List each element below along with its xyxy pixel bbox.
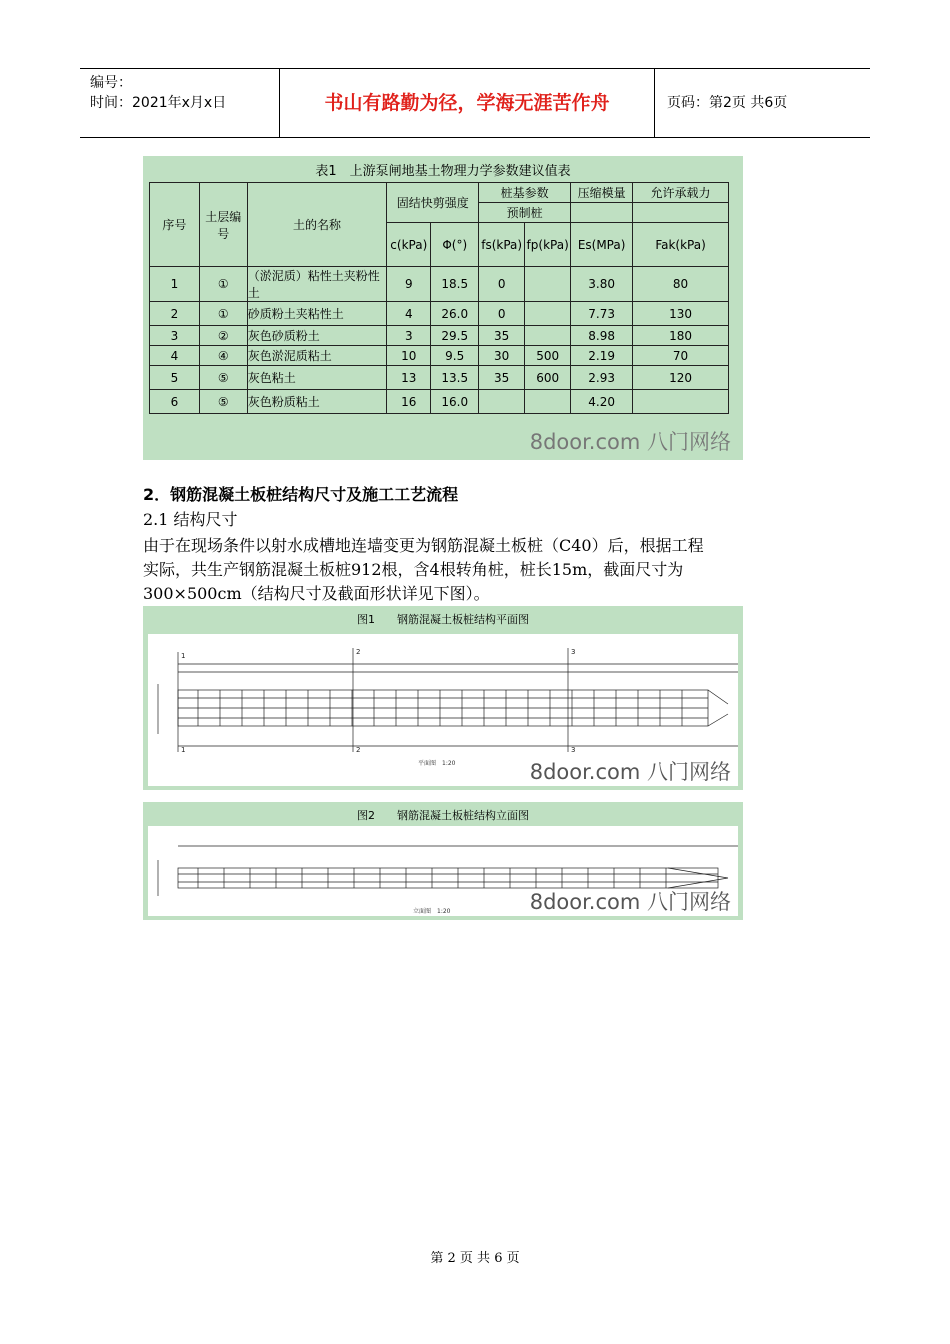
watermark: 8door.com 八门网络 (529, 890, 731, 914)
th-bearing: 允许承载力 (633, 183, 729, 203)
elevation-scale-label: 立面图 1:20 (413, 908, 451, 915)
th-pile: 桩基参数 (479, 183, 571, 203)
figure-caption: 图2 钢筋混凝土板桩结构立面图 (357, 809, 529, 822)
table-row: 4 ④ 灰色淤泥质粘土 10 9.5 30 500 2.19 70 (150, 346, 729, 366)
th-c: c(kPa) (387, 223, 431, 267)
th-es: Es(MPa) (571, 223, 633, 267)
th-fp: fp(kPa) (525, 223, 571, 267)
section-heading: 2．钢筋混凝土板桩结构尺寸及施工工艺流程 (143, 485, 459, 504)
table-row: 1 ① （淤泥质）粘性土夹粉性土 9 18.5 0 3.80 80 (150, 267, 729, 302)
page-header (80, 68, 870, 138)
th-fs: fs(kPa) (479, 223, 525, 267)
figure-elevation-view (143, 802, 743, 920)
table-row: 5 ⑤ 灰色粘土 13 13.5 35 600 2.93 120 (150, 366, 729, 390)
header-motto: 书山有路勤为径，学海无涯苦作舟 (280, 69, 655, 137)
figure-plan-view (143, 606, 743, 790)
paragraph-line-1: 由于在现场条件以射水成槽地连墙变更为钢筋混凝土板桩（C40）后，根据工程 (143, 536, 704, 555)
watermark: 8door.com 八门网络 (529, 760, 731, 784)
table-caption: 表1 上游泵闸地基土物理力学参数建议值表 (315, 164, 571, 179)
page-footer: 第 2 页 共 6 页 (430, 1251, 520, 1266)
th-shear: 固结快剪强度 (387, 183, 479, 223)
th-fak: Fak(kPa) (633, 223, 729, 267)
svg-text:3: 3 (571, 648, 576, 656)
subsection-heading: 2.1 结构尺寸 (143, 510, 238, 529)
th-phi: Φ(°) (431, 223, 479, 267)
th-name: 土的名称 (247, 183, 387, 267)
table-row: 2 ① 砂质粉土夹粘性土 4 26.0 0 7.73 130 (150, 302, 729, 326)
svg-text:1: 1 (181, 652, 186, 660)
svg-text:3: 3 (571, 746, 576, 754)
header-page-info: 页码：第2页 共6页 (667, 95, 788, 111)
svg-text:2: 2 (356, 746, 361, 754)
svg-text:1: 1 (181, 746, 186, 754)
svg-text:2: 2 (356, 648, 361, 656)
watermark: 8door.com 八门网络 (529, 430, 731, 454)
th-precast: 预制桩 (479, 203, 571, 223)
soil-parameter-table (149, 182, 729, 414)
th-seq: 序号 (150, 183, 200, 267)
th-layer: 土层编号 (199, 183, 247, 267)
table-row: 3 ② 灰色砂质粉土 3 29.5 35 8.98 180 (150, 326, 729, 346)
soil-parameter-table-image (143, 156, 743, 460)
th-compress: 压缩模量 (571, 183, 633, 203)
figure-caption: 图1 钢筋混凝土板桩结构平面图 (357, 613, 529, 626)
table-row: 6 ⑤ 灰色粉质粘土 16 16.0 4.20 (150, 390, 729, 414)
paragraph-line-2: 实际，共生产钢筋混凝土板桩912根，含4根转角桩，桩长15m，截面尺寸为 (143, 560, 684, 579)
time-label: 时间：2021年x月x日 (90, 95, 227, 111)
number-label: 编号： (90, 75, 132, 91)
plan-scale-label: 平面图 1:20 (418, 760, 456, 767)
header-meta (80, 69, 280, 137)
paragraph-line-3: 300×500cm（结构尺寸及截面形状详见下图）。 (143, 584, 490, 603)
